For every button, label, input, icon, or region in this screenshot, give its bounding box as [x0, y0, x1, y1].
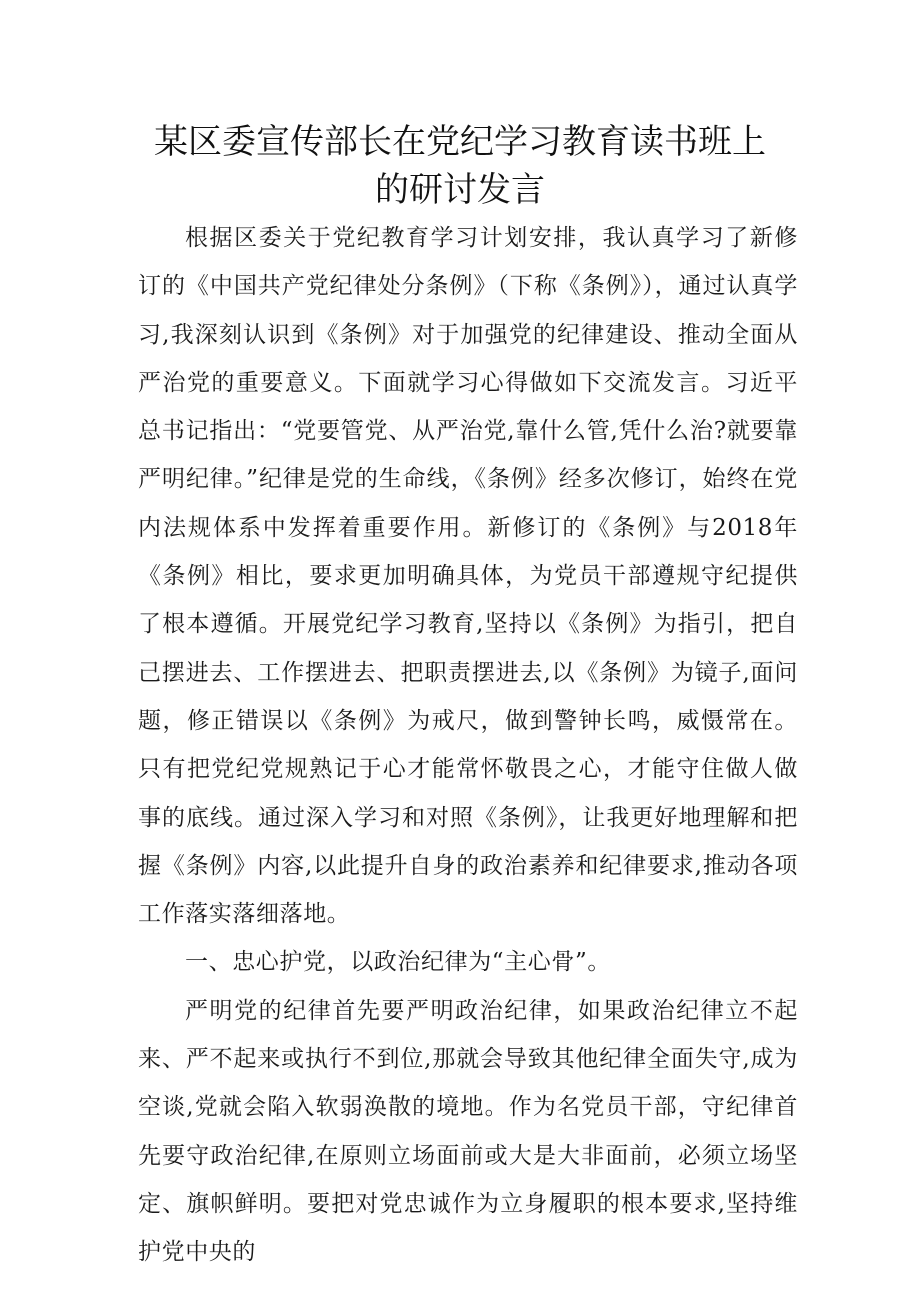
section-heading: 一、忠心护党，以政治纪律为“主心骨”。 — [185, 949, 611, 976]
title-line-1: 某区委宣传部长在党纪学习教育读书班上 — [154, 122, 766, 162]
section-paragraph: 严明党的纪律首先要严明政治纪律，如果政治纪律立不起来、严不起来或执行不到位,那就会导致其他纪律全面失守,成为空谈,党就会陷入软弱涣散的境地。作为名党员干部，守纪律首先要守政治纪律,在原则立场面前或大是大非面前，必须立场坚定、旗帜鲜明。要把对党忠诚作为立身履职的根本要求,坚持维护党中央的 — [138, 997, 798, 1266]
document-body — [138, 214, 798, 1277]
intro-paragraph: 根据区委关于党纪教育学习计划安排，我认真学习了新修订的《中国共产党纪律处分条例》（下称《条例》），通过认真学习,我深刻认识到《条例》对于加强党的纪律建设、推动全面从严治党的重要意义。下面就学习心得做如下交流发言。习近平总书记指出：“党要管党、从严治党,靠什么管,凭什么治?就要靠严明纪律。”纪律是党的生命线，《条例》经多次修订，始终在党内法规体系中发挥着重要作用。新修订的《条例》与2018年《条例》相比，要求更加明确具体，为党员干部遵规守纪提供了根本遵循。开展党纪学习教育,坚持以《条例》为指引，把自己摆进去、工作摆进去、把职责摆进去,以《条例》为镜子,面问题，修正错误以《条例》为戒尺，做到警钟长鸣，威慑常在。只有把党纪党规熟记于心才能常怀敬畏之心，才能守住做人做事的底线。通过深入学习和对照《条例》，让我更好地理解和把握《条例》内容,以此提升自身的政治素养和纪律要求,推动各项工作落实落细落地。 — [138, 225, 798, 928]
title-line-2: 的研讨发言 — [375, 170, 545, 210]
document-title — [120, 118, 800, 214]
